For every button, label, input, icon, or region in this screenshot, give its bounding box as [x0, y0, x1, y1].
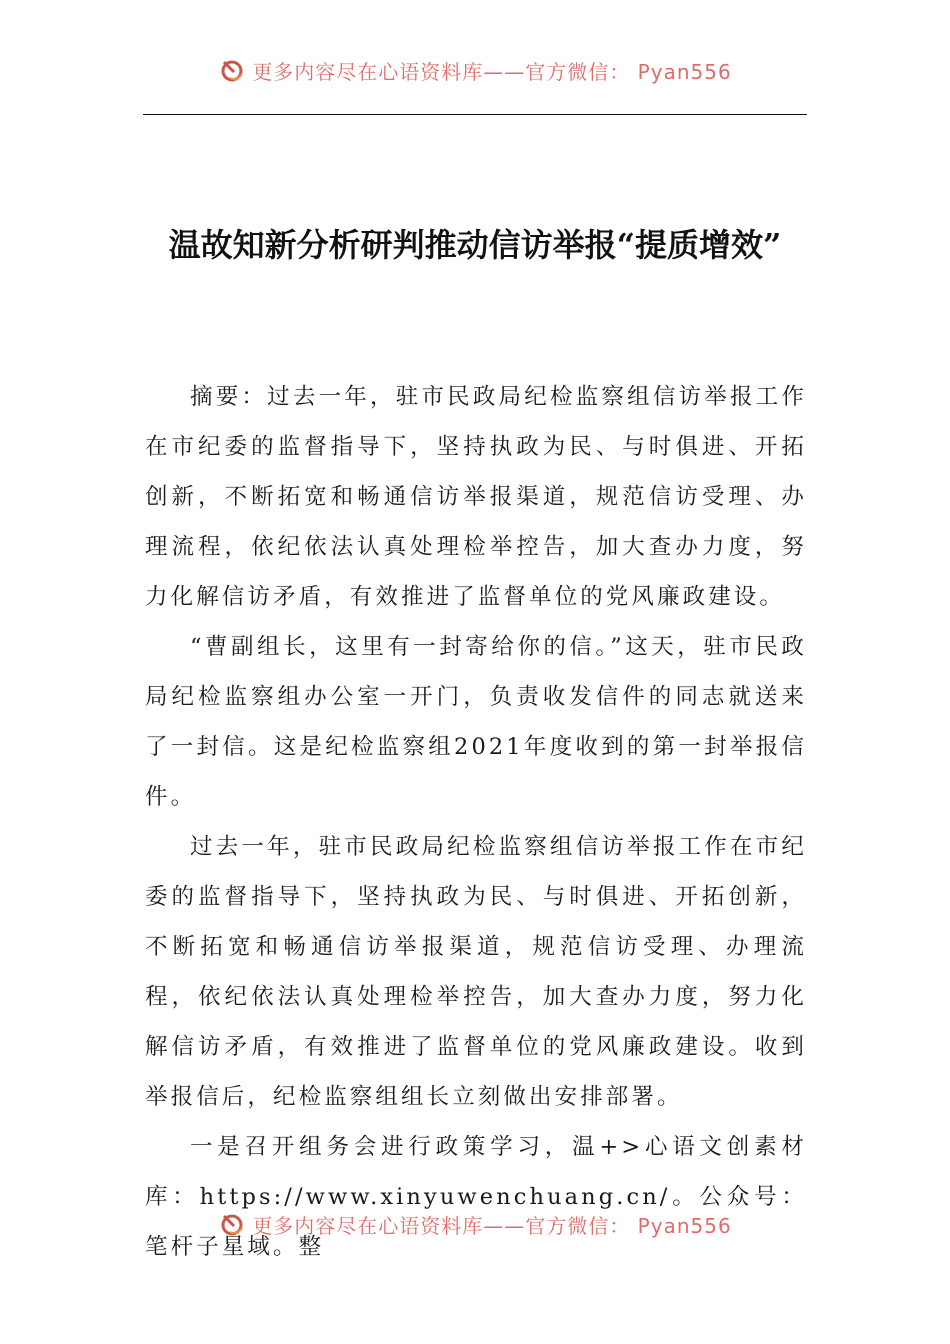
paragraph-letter: “曹副组长，这里有一封寄给你的信。”这天，驻市民政局纪检监察组办公室一开门，负责收发信件的同志就送来了一封信。这是纪检监察组2021年度收到的第一封举报信件。 [145, 634, 807, 810]
header-watermark [218, 56, 731, 85]
header-divider [143, 114, 807, 115]
document-title: 温故知新分析研判推动信访举报“提质增效” [168, 226, 782, 264]
paragraph-first-step: 一是召开组务会进行政策学习，温+>心语文创素材库：https://www.xinyuwenchuang.cn/。公众号：笔杆子星域。整 [145, 1134, 807, 1260]
paragraph-abstract: 摘要：过去一年，驻市民政局纪检监察组信访举报工作在市纪委的监督指导下，坚持执政为民、与时俱进、开拓创新，不断拓宽和畅通信访举报渠道，规范信访受理、办理流程，依纪依法认真处理检举控告，加大查办力度，努力化解信访矛盾，有效推进了监督单位的党风廉政建设。 [145, 384, 807, 610]
footer-watermark [218, 1210, 731, 1239]
header-watermark-text: 更多内容尽在心语资料库——官方微信： Pyan556 [252, 59, 732, 84]
brand-logo-icon [218, 1210, 246, 1238]
footer-watermark-text: 更多内容尽在心语资料库——官方微信： Pyan556 [252, 1213, 732, 1238]
brand-logo-icon [218, 56, 246, 84]
document-body [145, 372, 807, 1272]
paragraph-past-year: 过去一年，驻市民政局纪检监察组信访举报工作在市纪委的监督指导下，坚持执政为民、与时俱进、开拓创新，不断拓宽和畅通信访举报渠道，规范信访受理、办理流程，依纪依法认真处理检举控告，加大查办力度，努力化解信访矛盾，有效推进了监督单位的党风廉政建设。收到举报信后，纪检监察组组长立刻做出安排部署。 [145, 834, 807, 1110]
page-footer [0, 1206, 950, 1242]
page-header [0, 52, 950, 88]
